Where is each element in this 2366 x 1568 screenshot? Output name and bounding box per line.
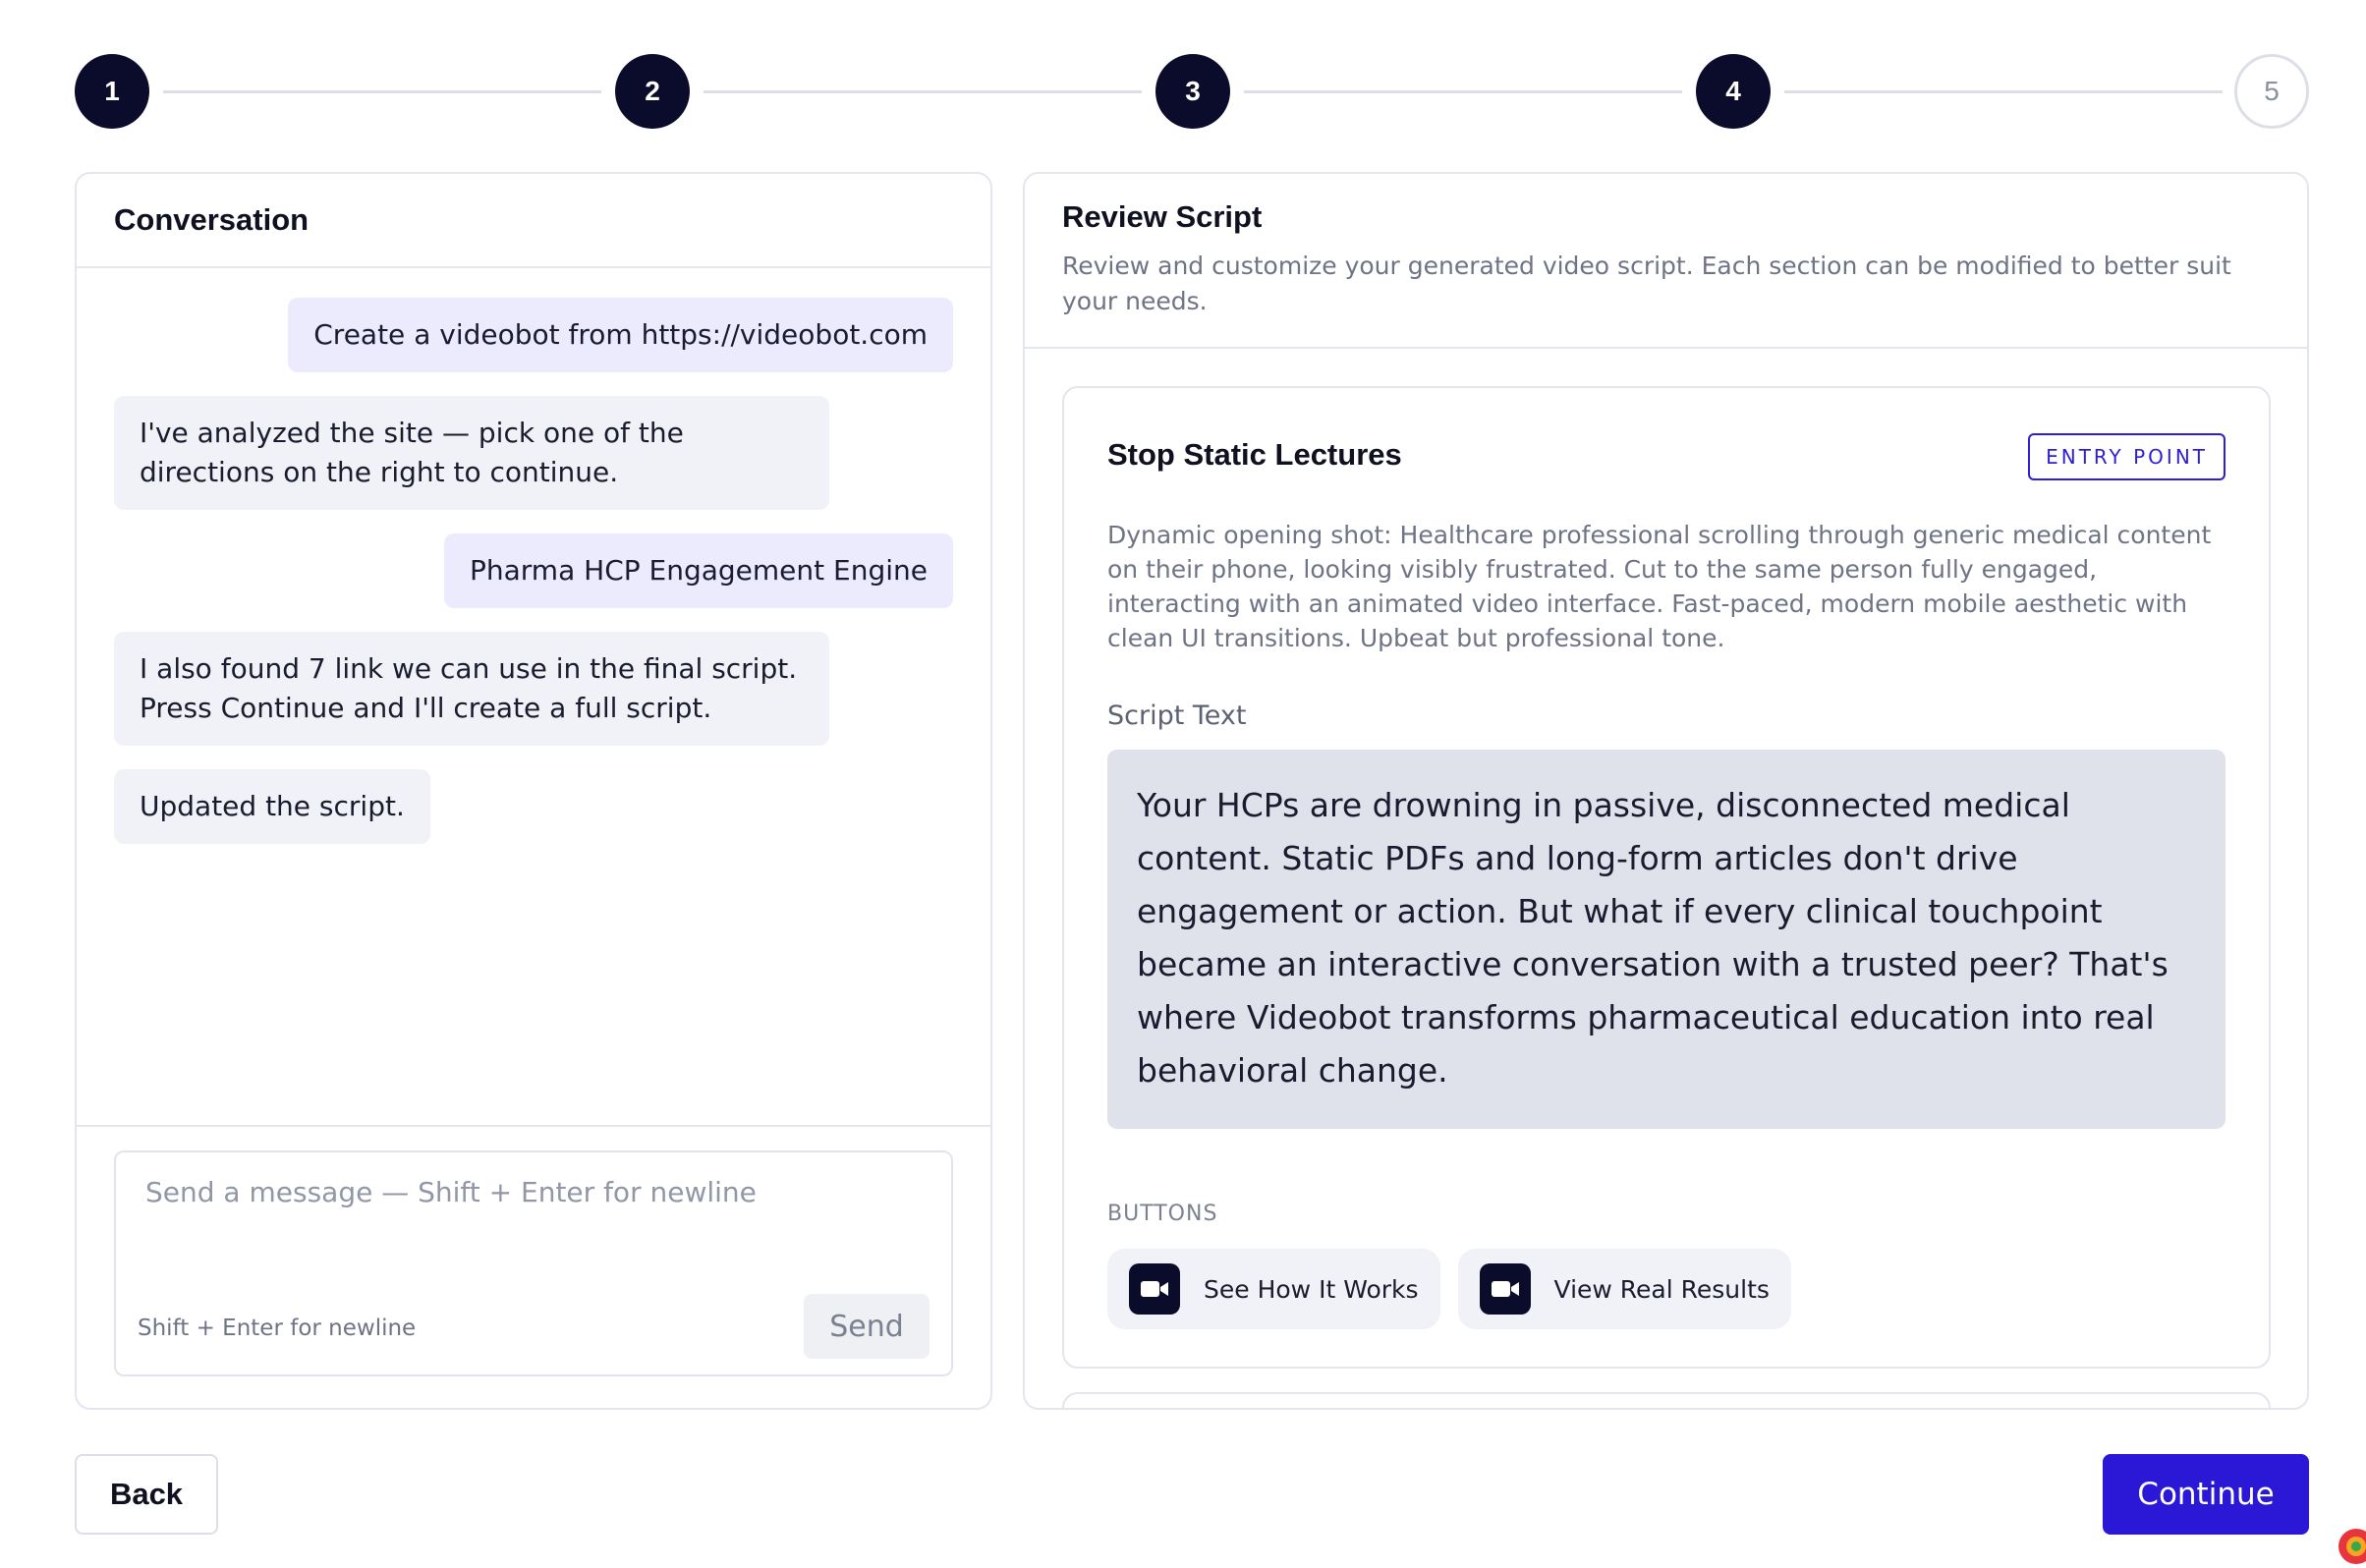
conversation-panel <box>75 172 992 1410</box>
view-real-results-button[interactable] <box>1458 1249 1791 1329</box>
video-camera-icon <box>1480 1263 1531 1315</box>
message-input[interactable] <box>145 1176 922 1208</box>
visual-description: Dynamic opening shot: Healthcare professional scrolling through generic medical content on their phone, looking visibly frustrated. Cut to the same person fully engaged, interacting with an animated video interface. Fast-paced, modern mobile aesthetic with clean UI transitions. Upbeat but professional tone. <box>1107 521 2212 652</box>
bot-message: I've analyzed the site — pick one of the directions on the right to continue. <box>114 396 829 510</box>
step-5: 5 <box>2234 54 2309 129</box>
review-panel <box>1023 172 2309 1410</box>
step-2[interactable]: 2 <box>615 54 690 129</box>
review-title: Review Script <box>1062 199 1263 234</box>
back-button[interactable]: Back <box>75 1454 218 1535</box>
step-1[interactable]: 1 <box>75 54 149 129</box>
user-message: Create a videobot from https://videobot.com <box>288 298 953 372</box>
step-4[interactable]: 4 <box>1696 54 1771 129</box>
bot-message: I also found 7 link we can use in the final script. Press Continue and I'll create a full script. <box>114 632 829 746</box>
user-message: Pharma HCP Engagement Engine <box>444 533 953 608</box>
entry-point-badge: ENTRY POINT <box>2028 433 2225 480</box>
message-list <box>114 298 953 868</box>
script-text-editor[interactable]: Your HCPs are drowning in passive, disconnected medical content. Static PDFs and long-form articles don't drive engagement or action. But what if every clinical touchpoint became an interactive conversation with a trusted peer? That's where Videobot transforms pharmaceutical education into real behavioral change. <box>1107 750 2225 1129</box>
step-connector <box>1784 90 2223 93</box>
step-connector <box>704 90 1142 93</box>
see-how-it-works-button[interactable] <box>1107 1249 1440 1329</box>
step-connector <box>1244 90 1682 93</box>
assistant-logo-icon[interactable] <box>2327 1521 2366 1568</box>
section-title: Stop Static Lectures <box>1107 437 1402 472</box>
conversation-title: Conversation <box>77 174 990 268</box>
script-text-label: Script Text <box>1107 700 1247 731</box>
composer <box>114 1150 953 1376</box>
composer-hint: Shift + Enter for newline <box>138 1316 417 1341</box>
buttons-label: BUTTONS <box>1107 1202 1218 1226</box>
review-header <box>1025 174 2307 349</box>
bot-message: Updated the script. <box>114 769 430 844</box>
step-3[interactable]: 3 <box>1155 54 1230 129</box>
cta-buttons <box>1107 1249 1791 1329</box>
composer-area <box>77 1125 990 1408</box>
video-camera-icon <box>1129 1263 1180 1315</box>
script-section-card <box>1062 386 2271 1369</box>
send-button[interactable]: Send <box>804 1294 930 1359</box>
continue-button[interactable]: Continue <box>2103 1454 2309 1535</box>
next-section-card <box>1062 1392 2271 1410</box>
progress-stepper <box>75 54 2309 129</box>
review-description: Review and customize your generated video script. Each section can be modified to better suit your needs. <box>1062 252 2231 315</box>
step-connector <box>163 90 601 93</box>
button-label: View Real Results <box>1553 1274 1770 1304</box>
button-label: See How It Works <box>1204 1274 1419 1304</box>
